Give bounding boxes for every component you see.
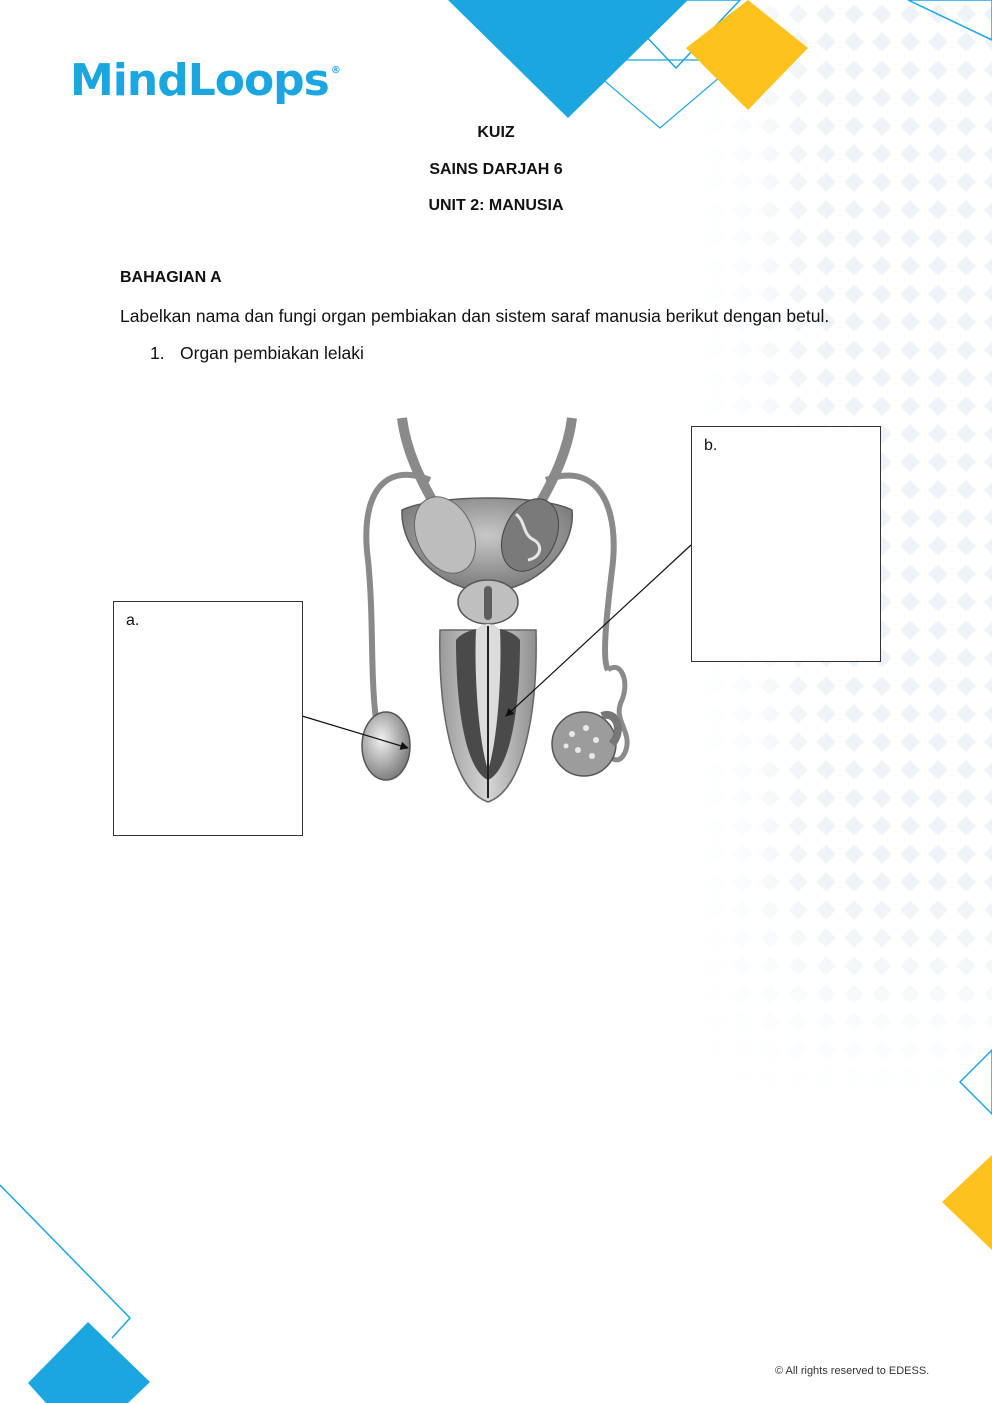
mindloops-logo: MindLoops ®: [70, 55, 340, 106]
question-text: Organ pembiakan lelaki: [180, 343, 364, 363]
copyright-footer: © All rights reserved to EDESS.: [775, 1365, 930, 1377]
male-reproductive-organ-diagram: [340, 410, 660, 810]
label-box-b[interactable]: [691, 426, 881, 662]
label-box-a[interactable]: [113, 601, 303, 836]
instruction-text: Labelkan nama dan fungi organ pembiakan dan sistem saraf manusia berikut dengan betul.: [120, 306, 830, 326]
label-letter-a: a.: [126, 612, 140, 629]
label-letter-b: b.: [704, 437, 718, 454]
subject-title: SAINS DARJAH 6: [429, 161, 563, 178]
quiz-title: KUIZ: [477, 124, 515, 141]
question-number: 1.: [150, 343, 165, 363]
section-heading: BAHAGIAN A: [120, 269, 222, 286]
unit-title: UNIT 2: MANUSIA: [428, 197, 564, 214]
